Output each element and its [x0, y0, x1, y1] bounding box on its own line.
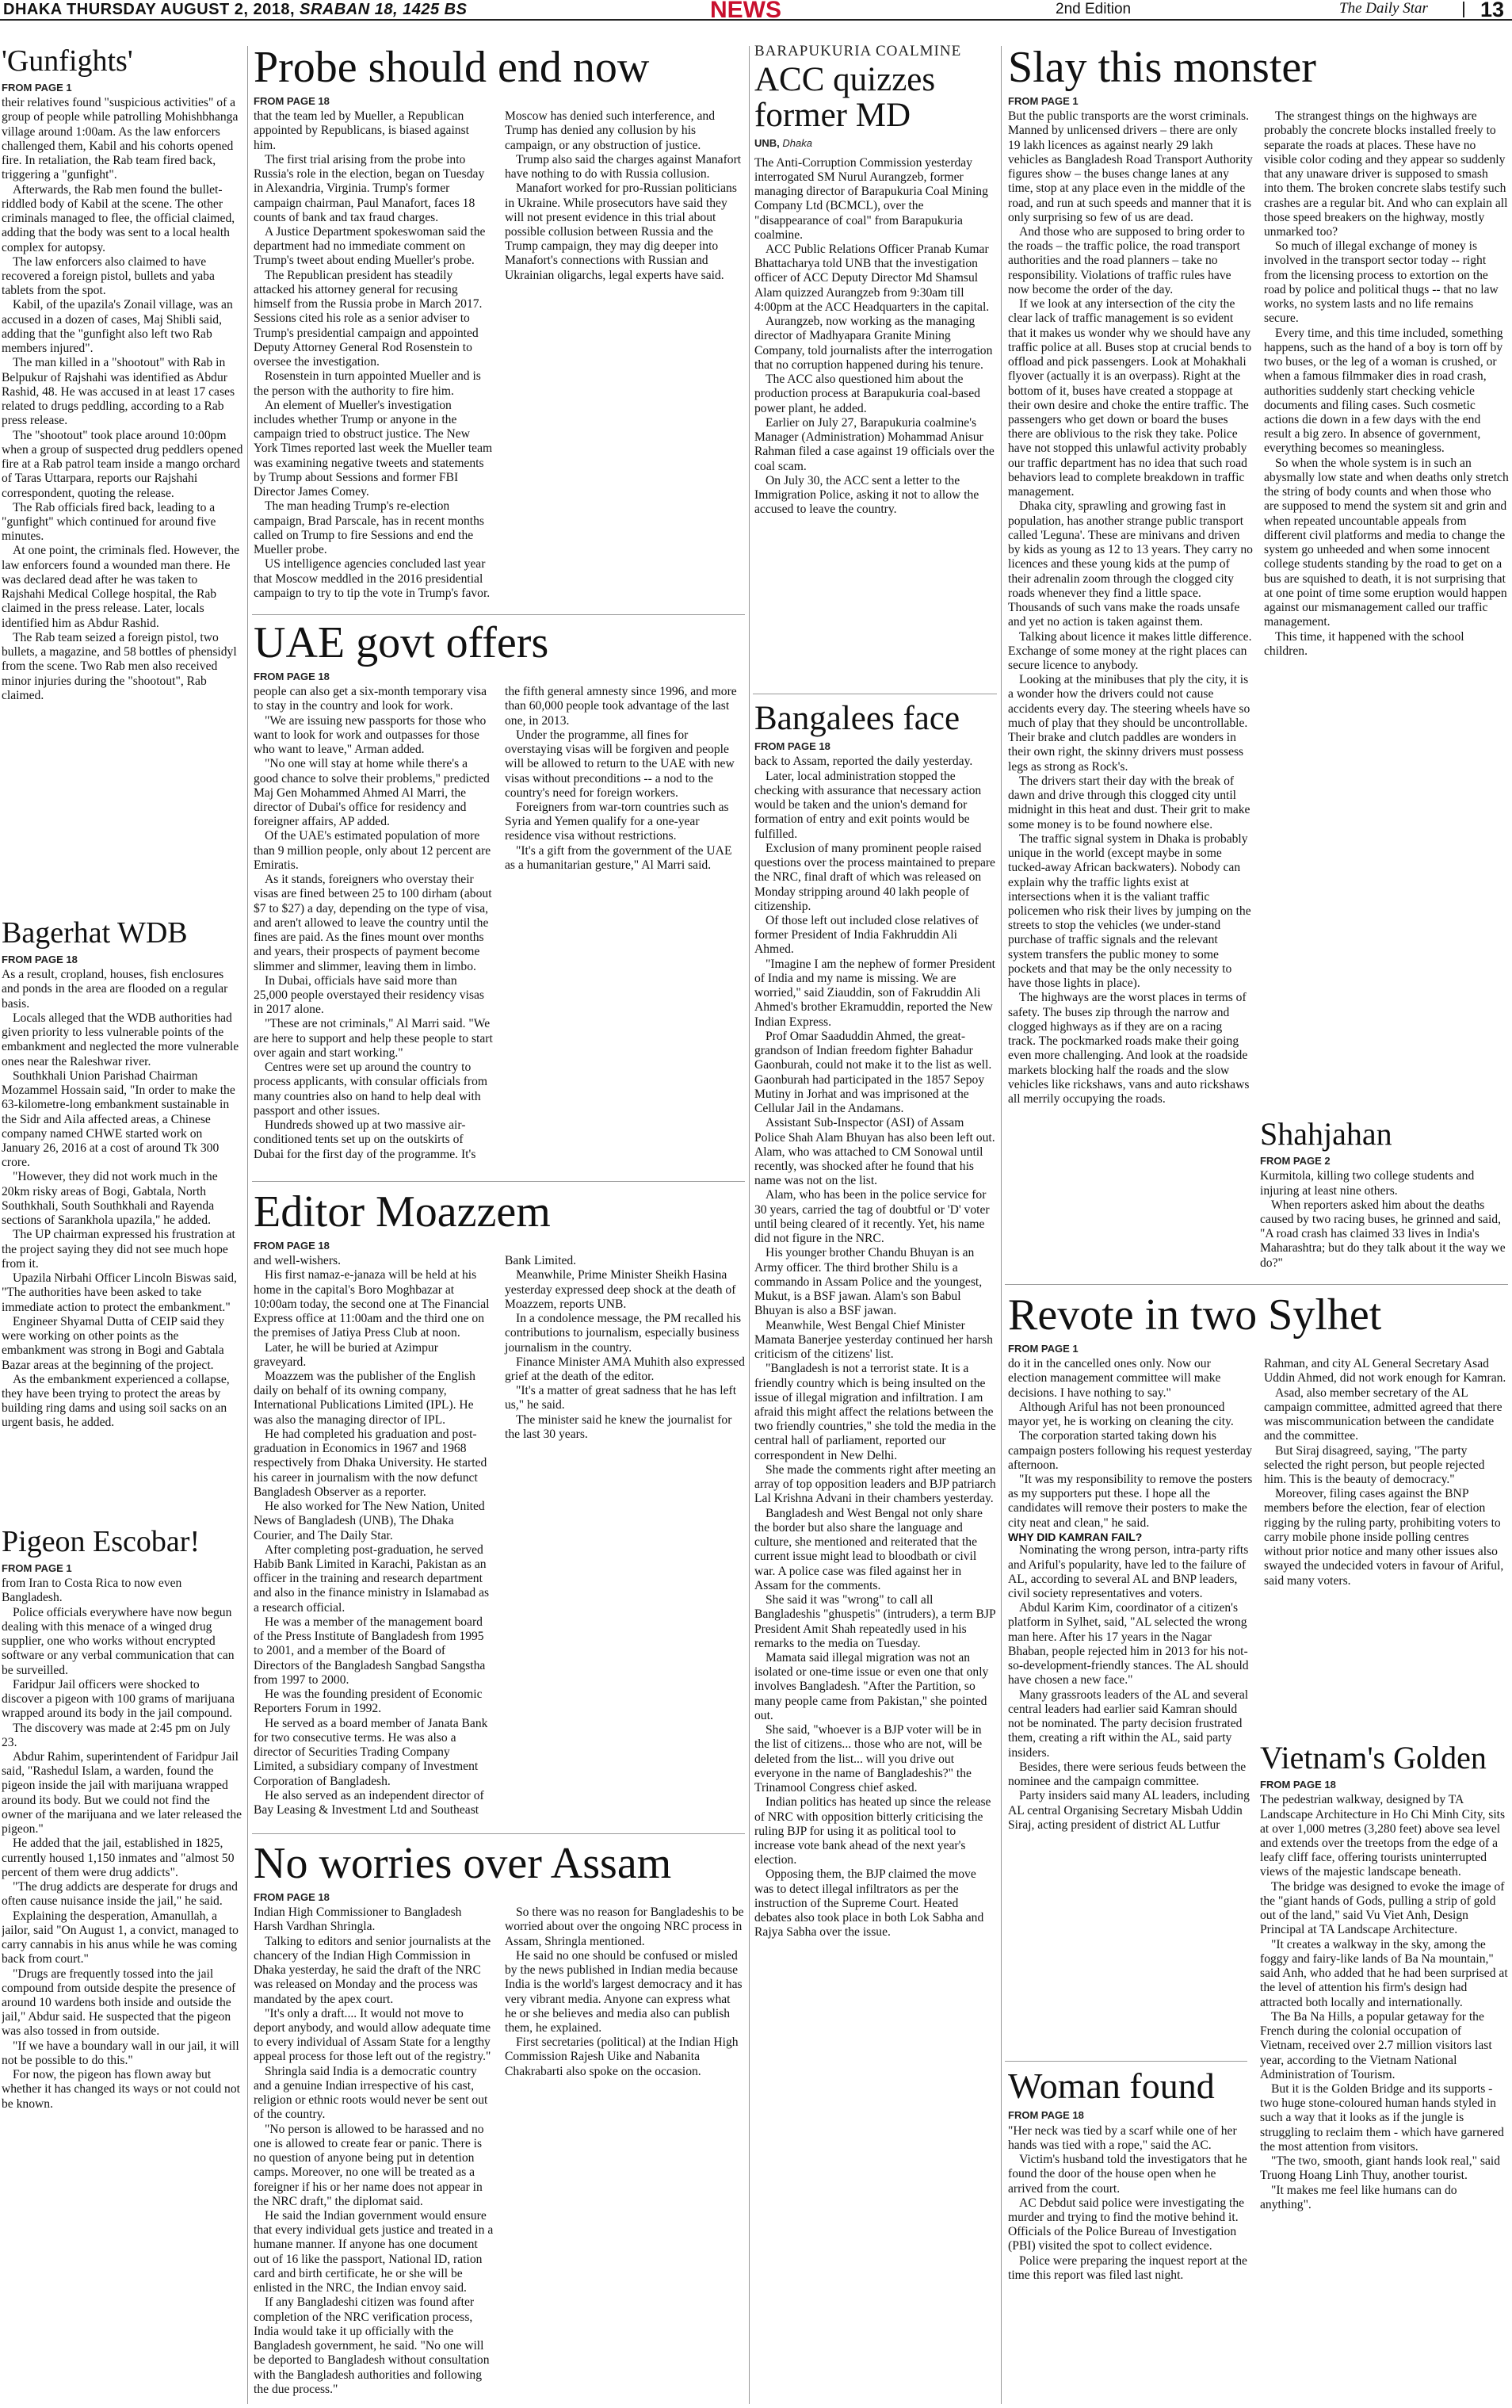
paragraph: Locals alleged that the WDB authorities had given priority to less vulnerable points of the embankment and neglected the more vulnerable ones near the Raleshwar river. [2, 1011, 239, 1068]
dateline-place: Dhaka [782, 137, 812, 150]
paragraph: ACC Public Relations Officer Pranab Kumar Bhattacharya told UNB that the investigation officer of ACC Deputy Director Md Shamsul Alam quizzed Aurangzeb from 9:30am till 4:00pm at the ACC Headquarters in the capital. [754, 242, 990, 314]
paragraph: "We are issuing new passports for those who want to look for work and outpasses for those who want to leave," Arman added. [254, 713, 487, 757]
paragraph: The man heading Trump's re-election campaign, Brad Parscale, has in recent months called on Trump to fire Sessions and end the Mueller probe. [254, 499, 484, 557]
paragraph: An element of Mueller's investigation includes whether Trump or anyone in the campaign tried to obstruct justice. The New York Times reported last week the Mueller team was examining negative tweets and statements by Trump about Sessions and former FBI Director James Comey. [254, 398, 493, 499]
edition-label: 2nd Edition [1056, 1, 1132, 17]
paragraph: Centres were set up around the country to process applicants, with consular officials from many countries also on hand to help deal with passport and other issues. [254, 1061, 488, 1118]
paragraph: His first namaz-e-janaza will be held at his home in the capital's Boro Moghbazar at 10:00am today, the second one at The Financial Express office at 11:00am and the third one on the premises of Jatiya Press Club at noon. [254, 1268, 490, 1340]
paragraph: people can also get a six-month temporary visa to stay in the country and look for work. [254, 685, 487, 713]
story-body [2, 1577, 243, 2112]
paragraph: She said it was "wrong" to call all Bangladeshis "ghuspetis" (intruders), a term BJP President Amit Shah repeatedly used in his remarks to the media on Tuesday. [754, 1593, 996, 1650]
story-acc-quizzes [754, 43, 997, 689]
paragraph: Dhaka city, sprawling and growing fast in population, has another strange public transport called 'Leguna'. These are minivans and driven by kids as young as 12 to 13 years. They carry no licences and these young kids at the pump of their adrenalin zoom through the clogged city roads whenever they find a little space. Thousands of such vans make the roads unsafe and yet no action is taken against them. [1008, 499, 1253, 629]
paragraph: He also worked for The New Nation, United News of Bangladesh (UNB), The Dhaka Courier, and The Daily Star. [254, 1500, 485, 1542]
paragraph: His younger brother Chandu Bhuyan is an Army officer. The third brother Shilu is a commando in Assam Police and the youngest, Mukut, is a BSF jawan. Alam's son Babul Bhuyan is also a BSF jawan. [754, 1246, 983, 1318]
paragraph: He said no one should be confused or misled by the news published in Indian media because India is the world's largest democracy and it has very vibrant media. Anyone can express what he or she believes and media also can publish them, he explained. [505, 1948, 743, 2035]
paragraph: Foreigners from war-torn countries such as Syria and Yemen qualify for a one-year residence visa without restrictions. [505, 800, 729, 843]
paragraph: The Rab team seized a foreign pistol, two bullets, a magazine, and 58 bottles of phensidyl from the scene. Two Rab men also received minor injuries during the "shootout", Rab claimed. [2, 630, 237, 702]
headline[interactable]: No worries over Assam [254, 1840, 672, 1888]
paragraph: The "shootout" took place around 10:00pm when a group of suspected drug peddlers opened fire at a Rab patrol team inside a mango orchard of Taras Uttarpara, reports our Rajshahi correspondent, quoting the release. [2, 428, 243, 500]
paragraph: She said, "whoever is a BJP voter will be in the list of citizens... those who are not, will be deleted from the list... will you drive out everyone in the name of Bangladeshis?" the Trinamool Congress chief asked. [754, 1723, 983, 1795]
paragraph: "It's a matter of great sadness that he has left us," he said. [505, 1384, 737, 1412]
headline[interactable]: Revote in two Sylhet [1008, 1292, 1382, 1340]
paragraph: Meanwhile, Prime Minister Sheikh Hasina yesterday expressed deep shock at the death of Moazzem, reports UNB. [505, 1268, 736, 1311]
paragraph: The strangest things on the highways are probably the concrete blocks installed freely to separate the roads at places. These have no visible color coding and they appear so suddenly that any unaware driver is supposed to smash into them. The broken concrete slabs testify such crashes are a regular bit. And who can explain all those speed breakers on the highway, mostly unmarked too? [1264, 109, 1508, 239]
paragraph: The ACC also questioned him about the production process at Barapukuria coal-based power plant, he added. [754, 373, 980, 415]
story-body [1260, 1793, 1509, 2212]
story-editor-moazzem [254, 1189, 745, 1828]
paragraph: their relatives found "suspicious activities" of a group of people while patrolling Mohishbhanga village around 1:00am. As the law enforcers challenged them, Kabil and his cohorts opened fire. In retaliation, the Rab team fired back, triggering a "gunfight". [2, 96, 239, 182]
paragraph: He also served as an independent director of Bay Leasing & Investment Ltd and Southeast Bank Limited. [254, 1254, 577, 1817]
paragraph: US intelligence agencies concluded last year that Moscow meddled in the 2016 presidential campaign to try to tip the vote in Trump's favor. Moscow has denied such interference, and Trump has denied any collusion by his campaign, or any obstruction of justice. [254, 109, 715, 600]
paragraph: On July 30, the ACC sent a letter to the Immigration Police, asking it not to allow the accused to leave the country. [754, 473, 979, 517]
paragraph: The first trial arising from the probe into Russia's role in the election, began on Tuesday in Alexandria, Virginia. Trump's former campaign chairman, Paul Manafort, faces 18 counts of bank and tax fraud charges. [254, 152, 485, 224]
paragraph: This time, it happened with the school children. [1264, 629, 1464, 658]
paragraph: that the team led by Mueller, a Republican appointed by Republicans, is biased against him. [254, 109, 469, 152]
paragraph: Southkhali Union Parishad Chairman Mozammel Hossain said, "In order to make the 63-kilometre-long embankment sustainable in the Sidr and Aila affected areas, a Chinese company named CHWE started work on January 26, 2016 at a cost of around Tk 300 crore. [2, 1068, 235, 1170]
section-rule [1005, 1284, 1508, 1285]
paragraph: He had completed his graduation and post-graduation in Economics in 1967 and 1968 respectively from Dhaka University. He started his career in journalism with the now defunct Bangladesh Observer as a reporter. [254, 1427, 487, 1499]
paragraph: Alam, who has been in the police service for 30 years, carried the tag of doubtful or 'D' voter until being cleared of it recently. Yet, his name did not figure in the NRC. [754, 1188, 990, 1246]
paragraph: Abdur Rahim, superintendent of Faridpur Jail said, "Rashedul Islam, a warden, found the pigeon inside the jail with marijuana wrapped around its body. But we could not find the owner of the marijuana and we later released the pigeon." [2, 1750, 242, 1837]
paragraph: Later, he will be buried at Azimpur graveyard. [254, 1340, 438, 1369]
jump-dateline [754, 138, 997, 149]
story-pigeon [2, 1527, 243, 2405]
paragraph: Upazila Nirbahi Officer Lincoln Biswas said, "The authorities have been asked to take immediate action to protect the embankment." [2, 1271, 237, 1314]
jump-dateline: FROM PAGE 18 [254, 1239, 330, 1252]
kicker: BARAPUKURIA COALMINE [754, 43, 962, 59]
paragraph: In Dubai, officials have said more than 25,000 people overstayed their residency visas in 2017 alone. [254, 973, 484, 1017]
paragraph: Although Ariful has not been pronounced mayor yet, he is working on cleaning the city. [1008, 1400, 1234, 1429]
paragraph: Exclusion of many prominent people raised questions over the process maintained to prepare the NRC, final draft of which was released on Monday stripping around 40 lakh people of citizenship. [754, 841, 995, 913]
paragraph: Moreover, filing cases against the BNP members before the election, fear of election rigging by the ruling party, prohibiting voters to carry mobile phone inside polling centres without prior notice and many other issues also swayed the undecided voters in favour of Ariful, said many voters. [1264, 1487, 1504, 1588]
paragraph: and well-wishers. [254, 1254, 341, 1268]
story-body [754, 755, 997, 1940]
paragraph: The Rab officials fired back, leading to a "gunfight" which continued for around five minutes. [2, 500, 216, 544]
issue-date: THURSDAY AUGUST 2, 2018, [67, 1, 296, 18]
story-body [254, 1905, 745, 2397]
paragraph: But it is the Golden Bridge and its supports - two huge stone-coloured human hands styled in such a way that it looks as if the jungle is struggling to reclaim them - which have garnered the most attention from visitors. [1260, 2081, 1504, 2154]
story-body [254, 685, 745, 1168]
jump-dateline: FROM PAGE 1 [1008, 94, 1079, 107]
paragraph: The minister said he knew the journalist for the last 30 years. [505, 1412, 732, 1441]
paragraph: from Iran to Costa Rica to now even Bangladesh. [2, 1577, 182, 1605]
paragraph: Under the programme, all fines for overstaying visas will be forgiven and people will be allowed to return to the UAE with new visas without preconditions -- a nod to the country's need for foreign workers. [505, 728, 735, 800]
paragraph: Every time, and this time included, something happens, such as the hand of a boy is torn off by two buses, or the leg of a woman is crushed, or when a famous filmmaker dies in road crash, authorities suddenly start checking vehicle documents and filing cases. Such cosmetic actions die down in a few days with the end result a big zero. In absence of government, everything becomes so meaningless. [1264, 326, 1503, 456]
paragraph: Opposing them, the BJP claimed the move was to detect illegal infiltrators as per the instruction of the Supreme Court. Heated debates also took place in both Lok Sabha and Rajya Sabha over the issue. [754, 1867, 984, 1940]
paragraph: "It's a gift from the government of the UAE as a humanitarian gesture," Al Marri said. [505, 843, 732, 872]
paragraph: If we look at any intersection of the city the clear lack of traffic management is so evident that it makes us wonder why we should have any traffic police at all. Buses stop at crucial bends to offload and pick passengers. Look at Mohakhali flyover (actually it is an overpass). Right at the bottom of it, buses have created a stoppage at their own desire and choke the entire traffic. The passengers who get down or board the buses there are oblivious to the risk they take. Police have not stopped this unlawful activity probably our traffic department has no idea that such road behaviors lead to complete breakdown in traffic management. [1008, 297, 1252, 499]
paragraph: The traffic signal system in Dhaka is probably unique in the world (except maybe in some tucked-away African backwaters). Nobody can explain why the traffic lights exist at intersections when it is the valiant traffic policemen who risk their lives by jumping on the streets to stop the vehicles (we under-stand purchase of traffic signals and the relevant system transfers the public money to some pockets and that may be the only necessity to have those lights in place). [1008, 831, 1251, 991]
headline[interactable]: 'Gunfights' [2, 46, 133, 78]
paragraph: Kabil, of the upazila's Zonail village, was an accused in a dozen of cases, Maj Shibli said, adding that the "gunfight also left two Rab members injured". [2, 298, 233, 356]
paragraph: Finance Minister AMA Muhith also expressed grief at the death of the editor. [505, 1355, 745, 1383]
paragraph: Faridpur Jail officers were shocked to discover a pigeon with 100 grams of marijuana wrapped around its body in the jail compound. [2, 1677, 235, 1721]
paragraph: Earlier on July 27, Barapukuria coalmine's Manager (Administration) Mohammad Anisur Rahman filed a case against 19 officials over the coal scam. [754, 415, 995, 473]
newspaper-logo: The Daily Star [1339, 0, 1428, 17]
story-body [754, 156, 997, 518]
story-body [1260, 1169, 1509, 1271]
paragraph: Afterwards, the Rab men found the bullet-riddled body of Kabil at the scene. The other criminals managed to flee, the official claimed, adding that the body was sent to a local health complex for autopsy. [2, 182, 235, 254]
paragraph: Trump also said the charges against Manafort have nothing to do with Russia collusion. [505, 152, 742, 182]
headline[interactable]: Bangalees face [754, 701, 960, 737]
paragraph: The discovery was made at 2:45 pm on July 23. [2, 1721, 231, 1749]
story-shahjahan [1260, 1118, 1509, 1280]
dateline-agency: UNB, [754, 137, 780, 150]
paragraph: He added that the jail, established in 1825, currently housed 1,150 inmates and "almost 50 percent of them were drug addicts". [2, 1837, 235, 1879]
paragraph: "It creates a walkway in the sky, among the foggy and fairy-like lands of Ba Na mountain," said Anh, who added that he had been surprised at the level of attention his firm's design had attracted both locally and internationally. [1260, 1937, 1508, 2009]
paragraph: Engineer Shyamal Dutta of CEIP said they were working on other points as the embankment was strong in Bogi and Gabtala Bazar areas at the beginning of the project. [2, 1314, 225, 1372]
paragraph: Assistant Sub-Inspector (ASI) of Assam Police Shah Alam Bhuyan has also been left out. Alam, who was attached to CM Sonowal until recently, was shocked after he found that his name was not on the list. [754, 1116, 995, 1188]
paragraph: back to Assam, reported the daily yesterday. [754, 755, 973, 769]
jump-dateline: FROM PAGE 18 [254, 670, 330, 682]
paragraph: Meanwhile, West Bengal Chief Minister Mamata Banerjee yesterday continued her harsh criticism of the citizens' list. [754, 1318, 993, 1362]
paragraph: As a result, cropland, houses, fish enclosures and ponds in the area are flooded on a regular basis. [2, 968, 228, 1011]
dateline-bar [3, 1, 467, 19]
paragraph: Rosenstein in turn appointed Mueller and is the person with the authority to fire him. [254, 369, 481, 398]
paragraph: Hundreds showed up at two massive air-conditioned tents set up on the outskirts of Dubai for the first day of the programme. It's the fifth general amnesty since 1996, and more than 60,000 people took advantage of the last one, in 2013. [254, 685, 737, 1161]
paragraph: "No person is allowed to be harassed and no one is allowed to create fear or panic. There is no question of anyone being put in detention camps. Moreover, no one will be treated as a foreigner if his or her name does not appear in the NRC draft," the diplomat said. [254, 2122, 484, 2208]
page-header [0, 0, 1512, 21]
story-body [1008, 109, 1509, 1112]
jump-dateline: FROM PAGE 18 [2, 953, 78, 965]
paragraph: The Anti-Corruption Commission yesterday interrogated SM Nurul Aurangzeb, former managing director of Barapukuria Coal Mining Company Ltd (BCMCL), over the "disappearance of coal" from Barapukuria coalmine. [754, 155, 988, 242]
story-gunfights [2, 46, 243, 912]
story-vietnam-golden [1260, 1741, 1509, 2405]
story-woman-found [1008, 2067, 1249, 2405]
jump-dateline: FROM PAGE 18 [254, 94, 330, 107]
paragraph: Nominating the wrong person, intra-party rifts and Ariful's popularity, have led to the failure of AL, according to several AL and BNP leaders, civil society representatives and voters. [1008, 1543, 1249, 1600]
story-bagerhat [2, 918, 243, 1520]
story-uae [254, 620, 745, 1175]
paragraph: Aurangzeb, now working as the managing director of Madhyapara Granite Mining Company, told journalists after the interrogation that no corruption happened during his tenure. [754, 315, 993, 372]
paragraph: So when the whole system is in such an abysmally low state and when deaths only stretch the string of body counts and when those who are supposed to mend the system sit and grin and when repeated uncountable appeals from different civil platforms and media to change the system go unheeded and when some innocent college students standing by the road to get on a bus are squished to death, it is not surprising that at one point of time some eruption would happen against our mismanagement called our traffic management. [1264, 456, 1509, 629]
story-body [254, 109, 745, 601]
paragraph: Talking about licence it makes little difference. Exchange of some money at the right places can secure licence to anybody. [1008, 629, 1252, 672]
paragraph: "These are not criminals," Al Marri said. "We are here to support and help these people to start over again and start working." [254, 1017, 493, 1060]
jump-dateline: FROM PAGE 18 [1008, 2109, 1084, 2122]
paragraph: The drivers start their day with the break of dawn and drive through this clogged city until midnight in this heat and dust. Their grit to make some money is to be found nowhere else. [1008, 774, 1250, 831]
paragraph: The man killed in a "shootout" with Rab in Belpukur of Rajshahi was identified as Abdur Rashid, 48. He was accused in at least 17 cases related to drugs peddling, according to a Rab press release. [2, 356, 235, 428]
paragraph: Shringla said India is a democratic country and a genuine Indian irrespective of his cast, religion or ethnic roots would never be sent out of the country. [254, 2064, 488, 2122]
paragraph: The UP chairman expressed his frustration at the project saying they did not see much hope from it. [2, 1228, 235, 1271]
paragraph: Victim's husband told the investigators that he found the door of the house open when he arrived from the court. [1008, 2153, 1247, 2196]
headline[interactable]: UAE govt offers [254, 620, 549, 667]
paragraph: And those who are supposed to bring order to the roads – the traffic police, the road transport authorities and the road planners – take no responsibility. Violations of traffic rules have now become the order of the day. [1008, 224, 1245, 296]
paragraph: As the embankment experienced a collapse, they have been trying to protect the areas by building ring dams and using soil sacks on an urgent basis, he added. [2, 1372, 230, 1430]
paragraph: Moazzem was the publisher of the English daily on behalf of its owning company, International Publications Limited (IPL). He was also the managing director of IPL. [254, 1369, 475, 1427]
headline[interactable]: Bagerhat WDB [2, 918, 188, 950]
paragraph: Explaining the desperation, Amanullah, a jailor, said "On August 1, a convict, managed to carry cannabis in his anus while he was coming back from court." [2, 1909, 239, 1967]
paragraph: Later, local administration stopped the checking with assurance that necessary action would be taken and the union's demand for formation of entry and exit points would be fulfilled. [754, 769, 982, 841]
paragraph: As it stands, foreigners who overstay their visas are fined between 25 to 100 dirham (about $7 to $27) a day, depending on the type of visa, and aren't allowed to leave the country until the fines are paid. As the fines mount over months and years, their prospects of payment become slimmer and slimmer, leaving them in limbo. [254, 873, 492, 973]
paragraph: He said the Indian government would ensure that every individual gets justice and treated in a humane manner. If anyone has one document out of 16 like the passport, National ID, ration card and birth certificate, he or she will be enlisted in the NRC, the Indian envoy said. [254, 2209, 494, 2295]
section-title: NEWS [710, 0, 781, 23]
column-rule [1001, 46, 1002, 2404]
paragraph: The Republican president has steadily attacked his attorney general for recusing himself from the Russia probe in March 2017. Sessions cited his role as a senior adviser to Trump's presidential campaign and appointed Deputy Attorney General Rod Rosenstein to oversee the investigation. [254, 268, 483, 369]
story-slay-this-monster [1008, 44, 1509, 1118]
story-assam [254, 1840, 745, 2405]
paragraph: "Drugs are frequently tossed into the jail compound from outside despite the presence of around 10 wardens both inside and outside the jail," Abdur said. He suspected that the pigeon was also tossed in from outside. [2, 1967, 236, 2039]
paragraph: Police were preparing the inquest report at the time this report was filed last night. [1008, 2253, 1247, 2282]
paragraph: "If we have a boundary wall in our jail, it will not be possible to do this." [2, 2039, 239, 2067]
jump-dateline: FROM PAGE 18 [254, 1890, 330, 1903]
paragraph: The corporation started taking down his campaign posters following his request yesterday afternoon. [1008, 1429, 1252, 1472]
paragraph: Indian High Commissioner to Bangladesh Harsh Vardhan Shringla. [254, 1905, 462, 1934]
paragraph: Of those left out included close relatives of former President of India Fakhruddin Ali Ahmed. [754, 914, 979, 957]
jump-dateline: FROM PAGE 1 [2, 1561, 72, 1574]
paragraph: Of the UAE's estimated population of more than 9 million people, only about 12 percent are Emiratis. [254, 829, 491, 872]
paragraph: If any Bangladeshi citizen was found after completion of the NRC verification process, India would take it up officially with the Bangladesh government, he said. "No one will be deported to Bangladesh without consultation with the Bangladesh authorities and following the due process." [254, 2295, 490, 2396]
story-bangalees-face [754, 701, 997, 2405]
headline[interactable]: ACC quizzes former MD [754, 61, 936, 135]
paragraph: Asad, also member secretary of the AL campaign committee, admitted agreed that there was miscommunication between the candidate and the committee. [1264, 1386, 1502, 1443]
jump-dateline: FROM PAGE 1 [2, 81, 72, 94]
paragraph: She made the comments right after meeting an array of top opposition leaders and BJP patriarch Lal Krishna Advani in their chambers yesterday. [754, 1462, 996, 1506]
jump-dateline: FROM PAGE 2 [1260, 1155, 1331, 1167]
paragraph: Looking at the minibuses that ply the city, it is a wonder how the drivers could not cause accidents every day. The steering wheels have so much of play that they should be uncontrollable. Their brake and clutch paddles are wonders in their own right, the skinny drivers must possess legs as strong as Rock's. [1008, 673, 1250, 774]
paragraph: Prof Omar Saaduddin Ahmed, the great-grandson of Indian freedom fighter Bahadur Gaonburah, could not make it to the list as well. Gaonburah had participated in the 1857 Sepoy Mutiny in Jorhat and was imprisoned at the Cellular Jail in the Andamans. [754, 1029, 992, 1116]
paragraph: "It's only a draft.... It would not move to deport anybody, and would allow adequate time to every individual of Assam State for a lengthy appeal process for those left out of the registry." [254, 2006, 491, 2064]
paragraph: He was a member of the management board of the Press Institute of Bangladesh from 1995 to 2001, and a member of the Board of Directors of the Bangladesh Sangbad Sangstha from 1997 to 2000. [254, 1615, 486, 1687]
paragraph: He was the founding president of Economic Reporters Forum in 1992. [254, 1688, 483, 1716]
paragraph: A Justice Department spokeswoman said the department had no immediate comment on Trump's tweet about ending Mueller's probe. [254, 224, 486, 268]
headline[interactable]: Vietnam's Golden [1260, 1741, 1487, 1775]
paragraph: Kurmitola, killing two college students and injuring at least nine others. [1260, 1169, 1475, 1198]
paragraph: When reporters asked him about the deaths caused by two racing buses, he grinned and said, "A road crash has claimed 33 lives in India's Maharashtra; but do they talk about it the way we do?" [1260, 1198, 1506, 1270]
paragraph: "It makes me feel like humans can do anything". [1260, 2183, 1457, 2211]
paragraph: "However, they did not work much in the 20km risky areas of Bogi, Gabtala, North Southkhali, South Southkhali and Rayenda sections of Sarankhola upazila," he added. [2, 1170, 218, 1228]
story-body [2, 968, 243, 1431]
dateline-city: DHAKA [3, 1, 62, 18]
paragraph: So there was no reason for Bangladeshis to be worried about over the ongoing NRC process in Assam, Shringla mentioned. [505, 1905, 744, 1948]
paragraph: At one point, the criminals fled. However, the law enforcers found a wounded man there. He was declared dead after he was taken to Rajshahi Medical College hospital, the Rab claimed in the press release. Later, locals identified him as Abdur Rashid. [2, 544, 240, 630]
page-number: 13 [1480, 0, 1505, 21]
paragraph: Bangladesh and West Bengal not only share the border but also share the language and culture, she mentioned and reiterated that the current issue might lead to bloodbath or civil war. A police case was filed against her in Assam for the comments. [754, 1506, 983, 1592]
headline[interactable]: Shahjahan [1260, 1118, 1392, 1152]
jump-dateline: FROM PAGE 18 [1260, 1779, 1336, 1791]
paragraph: Talking to editors and senior journalists at the chancery of the Indian High Commission in Dhaka yesterday, he said the draft of the NRC was released on Monday and the process was mandated by the apex court. [254, 1934, 491, 2006]
paragraph: So much of illegal exchange of money is involved in the transport sector today -- right from the licensing process to extortion on the road by police and political thugs -- that no law works, no system lasts and no life remains secure. [1264, 239, 1499, 326]
headline[interactable]: Slay this monster [1008, 44, 1316, 92]
paragraph: Police officials everywhere have now begun dealing with this menace of a winged drug supplier, one who works without encrypted software or any verbal communication that can be surveilled. [2, 1605, 235, 1677]
section-rule [1005, 2061, 1247, 2062]
header-divider [1463, 2, 1464, 17]
paragraph: "The drug addicts are desperate for drugs and often cause nuisance inside the jail," he said. [2, 1880, 238, 1909]
paragraph: Party insiders said many AL leaders, including AL central Organising Secretary Misbah Uddin Siraj, acting president of district AL Lutfur Rahman, and city AL General Secretary Asad Uddin Ahmed, did not work enough for Kamran. [1008, 1357, 1506, 1832]
paragraph: "Imagine I am the nephew of former President of India and my name is missing. We are worried," said Ziauddin, son of Fakruddin Ali Ahmed's brother Ekramuddin, reported the New Indian Express. [754, 957, 995, 1029]
headline[interactable]: Pigeon Escobar! [2, 1527, 200, 1558]
headline[interactable]: Probe should end now [254, 44, 650, 92]
paragraph: The pedestrian walkway, designed by TA Landscape Architecture in Ho Chi Minh City, sits at over 1,000 metres (3,280 feet) above sea level and extends over the treetops from the edge of a leafy cliff face, offering tourists uninterrupted views of the majestic landscape beneath. [1260, 1793, 1506, 1879]
paragraph: Mamata said illegal migration was not an isolated or one-time issue or even one that only involves Bangladesh. "After the Partition, so many people came from Pakistan," she pointed out. [754, 1650, 989, 1722]
paragraph: Indian politics has heated up since the release of NRC with opposition bitterly criticising the ruling BJP for using it as political tool to increase vote bank ahead of the next year's election. [754, 1795, 991, 1867]
paragraph: do it in the cancelled ones only. Now our election management committee will make decisions. I have nothing to say." [1008, 1357, 1221, 1400]
paragraph: The Ba Na Hills, a popular getaway for the French during the colonial occupation of Vietnam, received over 2.7 million visitors last year, according to the Vietnam National Administration of Tourism. [1260, 2009, 1492, 2081]
section-rule [252, 614, 745, 615]
story-body [1008, 2124, 1249, 2284]
paragraph: "No one will stay at home while there's a good chance to solve their problems," predicted Maj Gen Mohammed Ahmed Al Marri, the director of Dubai's office for residency and foreigner affairs, AP added. [254, 757, 490, 829]
paragraph: The highways are the worst places in terms of safety. The buses zip through the narrow and clogged highways as if they are on a racing track. The pockmarked roads make their going even more challenging. And look at the roadside markets blocking half the roads and the slow vehicles like rickshaws, vans and auto rickshaws all merrily occupying the roads. [1008, 991, 1250, 1107]
paragraph: AC Debdut said police were investigating the murder and trying to find the motive behind it. Officials of the Police Bureau of Investigation (PBI) visited the spot to collect evidence. [1008, 2196, 1245, 2253]
paragraph: Many grassroots leaders of the AL and several central leaders had earlier said Kamran should not be nominated. The party decision frustrated them, creating a rift within the AL, said party insiders. [1008, 1688, 1249, 1760]
jump-dateline: FROM PAGE 18 [754, 740, 830, 753]
paragraph: Abdul Karim Kim, coordinator of a citizen's platform in Sylhet, said, "AL selected the wrong man here. After his 17 years in the Nagar Bhaban, people rejected him in 2013 for his not-so-development-friendly stances. The AL should have chosen a new face." [1008, 1601, 1249, 1688]
paragraph: The bridge was designed to evoke the image of the "giant hands of Gods, pulling a strip of gold out of the land," said Vu Viet Anh, Design Principal at TA Landscape Architecture. [1260, 1879, 1505, 1937]
section-rule [252, 1181, 745, 1182]
subheading: WHY DID KAMRAN FAIL? [1008, 1530, 1143, 1543]
bangla-date: SRABAN 18, 1425 BS [300, 1, 468, 18]
paragraph: For now, the pigeon has flown away but whether it has changed its ways or not could not be known. [2, 2068, 240, 2111]
paragraph: "Her neck was tied by a scarf while one of her hands was tied with a rope," said the AC. [1008, 2123, 1237, 2152]
jump-dateline: FROM PAGE 1 [1008, 1342, 1079, 1355]
headline[interactable]: Woman found [1008, 2067, 1215, 2106]
paragraph: He served as a board member of Janata Bank for two consecutive terms. He was also a director of Securities Trading Company Limited, a subsidiary company of Investment Corporation of Bangladesh. [254, 1716, 488, 1788]
paragraph: First secretaries (political) at the Indian High Commission Rajesh Uike and Nabanita Chakrabarti also spoke on the occasion. [505, 2035, 739, 2078]
headline[interactable]: Editor Moazzem [254, 1189, 551, 1236]
column-rule [247, 46, 248, 2404]
paragraph: After completing post-graduation, he served Habib Bank Limited in Karachi, Pakistan as an officer in the training and research department and also in the finance ministry in Islamabad as a research official. [254, 1542, 490, 1615]
section-rule [252, 1833, 745, 1834]
paragraph: Manafort worked for pro-Russian politicians in Ukraine. While prosecutors have said they will not present evidence in this trial about possible collusion between Russia and the Trump campaign, they may dig deeper into Manafort's connections with Russian and Ukrainian oligarchs, legal experts have said. [505, 182, 737, 282]
column-rule [749, 46, 750, 2404]
paragraph: The law enforcers also claimed to have recovered a foreign pistol, bullets and yaba tablets from the spot. [2, 254, 215, 298]
story-body [2, 96, 243, 703]
paragraph: "Bangladesh is not a terrorist state. It is a friendly country which is being insulted on the issue of illegal migration and infiltration. I am afraid this might affect the relations between the two friendly countries," she told the media in the central hall of parliament, reported our correspondent in New Delhi. [754, 1362, 996, 1462]
story-body [254, 1254, 745, 1821]
paragraph: "The two, smooth, giant hands look real," said Truong Hoang Linh Thuy, another tourist. [1260, 2154, 1501, 2183]
story-probe [254, 44, 745, 609]
paragraph: In a condolence message, the PM recalled his contributions to journalism, especially business journalism in the country. [505, 1312, 742, 1355]
paragraph: But the public transports are the worst criminals. Manned by unlicensed drivers – there are only 19 lakh licences as against nearly 29 lakh vehicles as Bangladesh Road Transport Authority figures show – the buses change lanes at any time, stop at any place even in the middle of the road, and run at such speeds and manner that it is only surprising so few of us are dead. [1008, 109, 1253, 224]
paragraph: Besides, there were serious feuds between the nominee and the campaign committee. [1008, 1760, 1247, 1789]
paragraph: But Siraj disagreed, saying, "The party selected the right person, but people rejected him. This is the beauty of democracy." [1264, 1443, 1485, 1486]
paragraph: "It was my responsibility to remove the posters as my supporters put these. I hope all the candidates will remove their posters to make the city neat and clean," he said. [1008, 1472, 1253, 1530]
